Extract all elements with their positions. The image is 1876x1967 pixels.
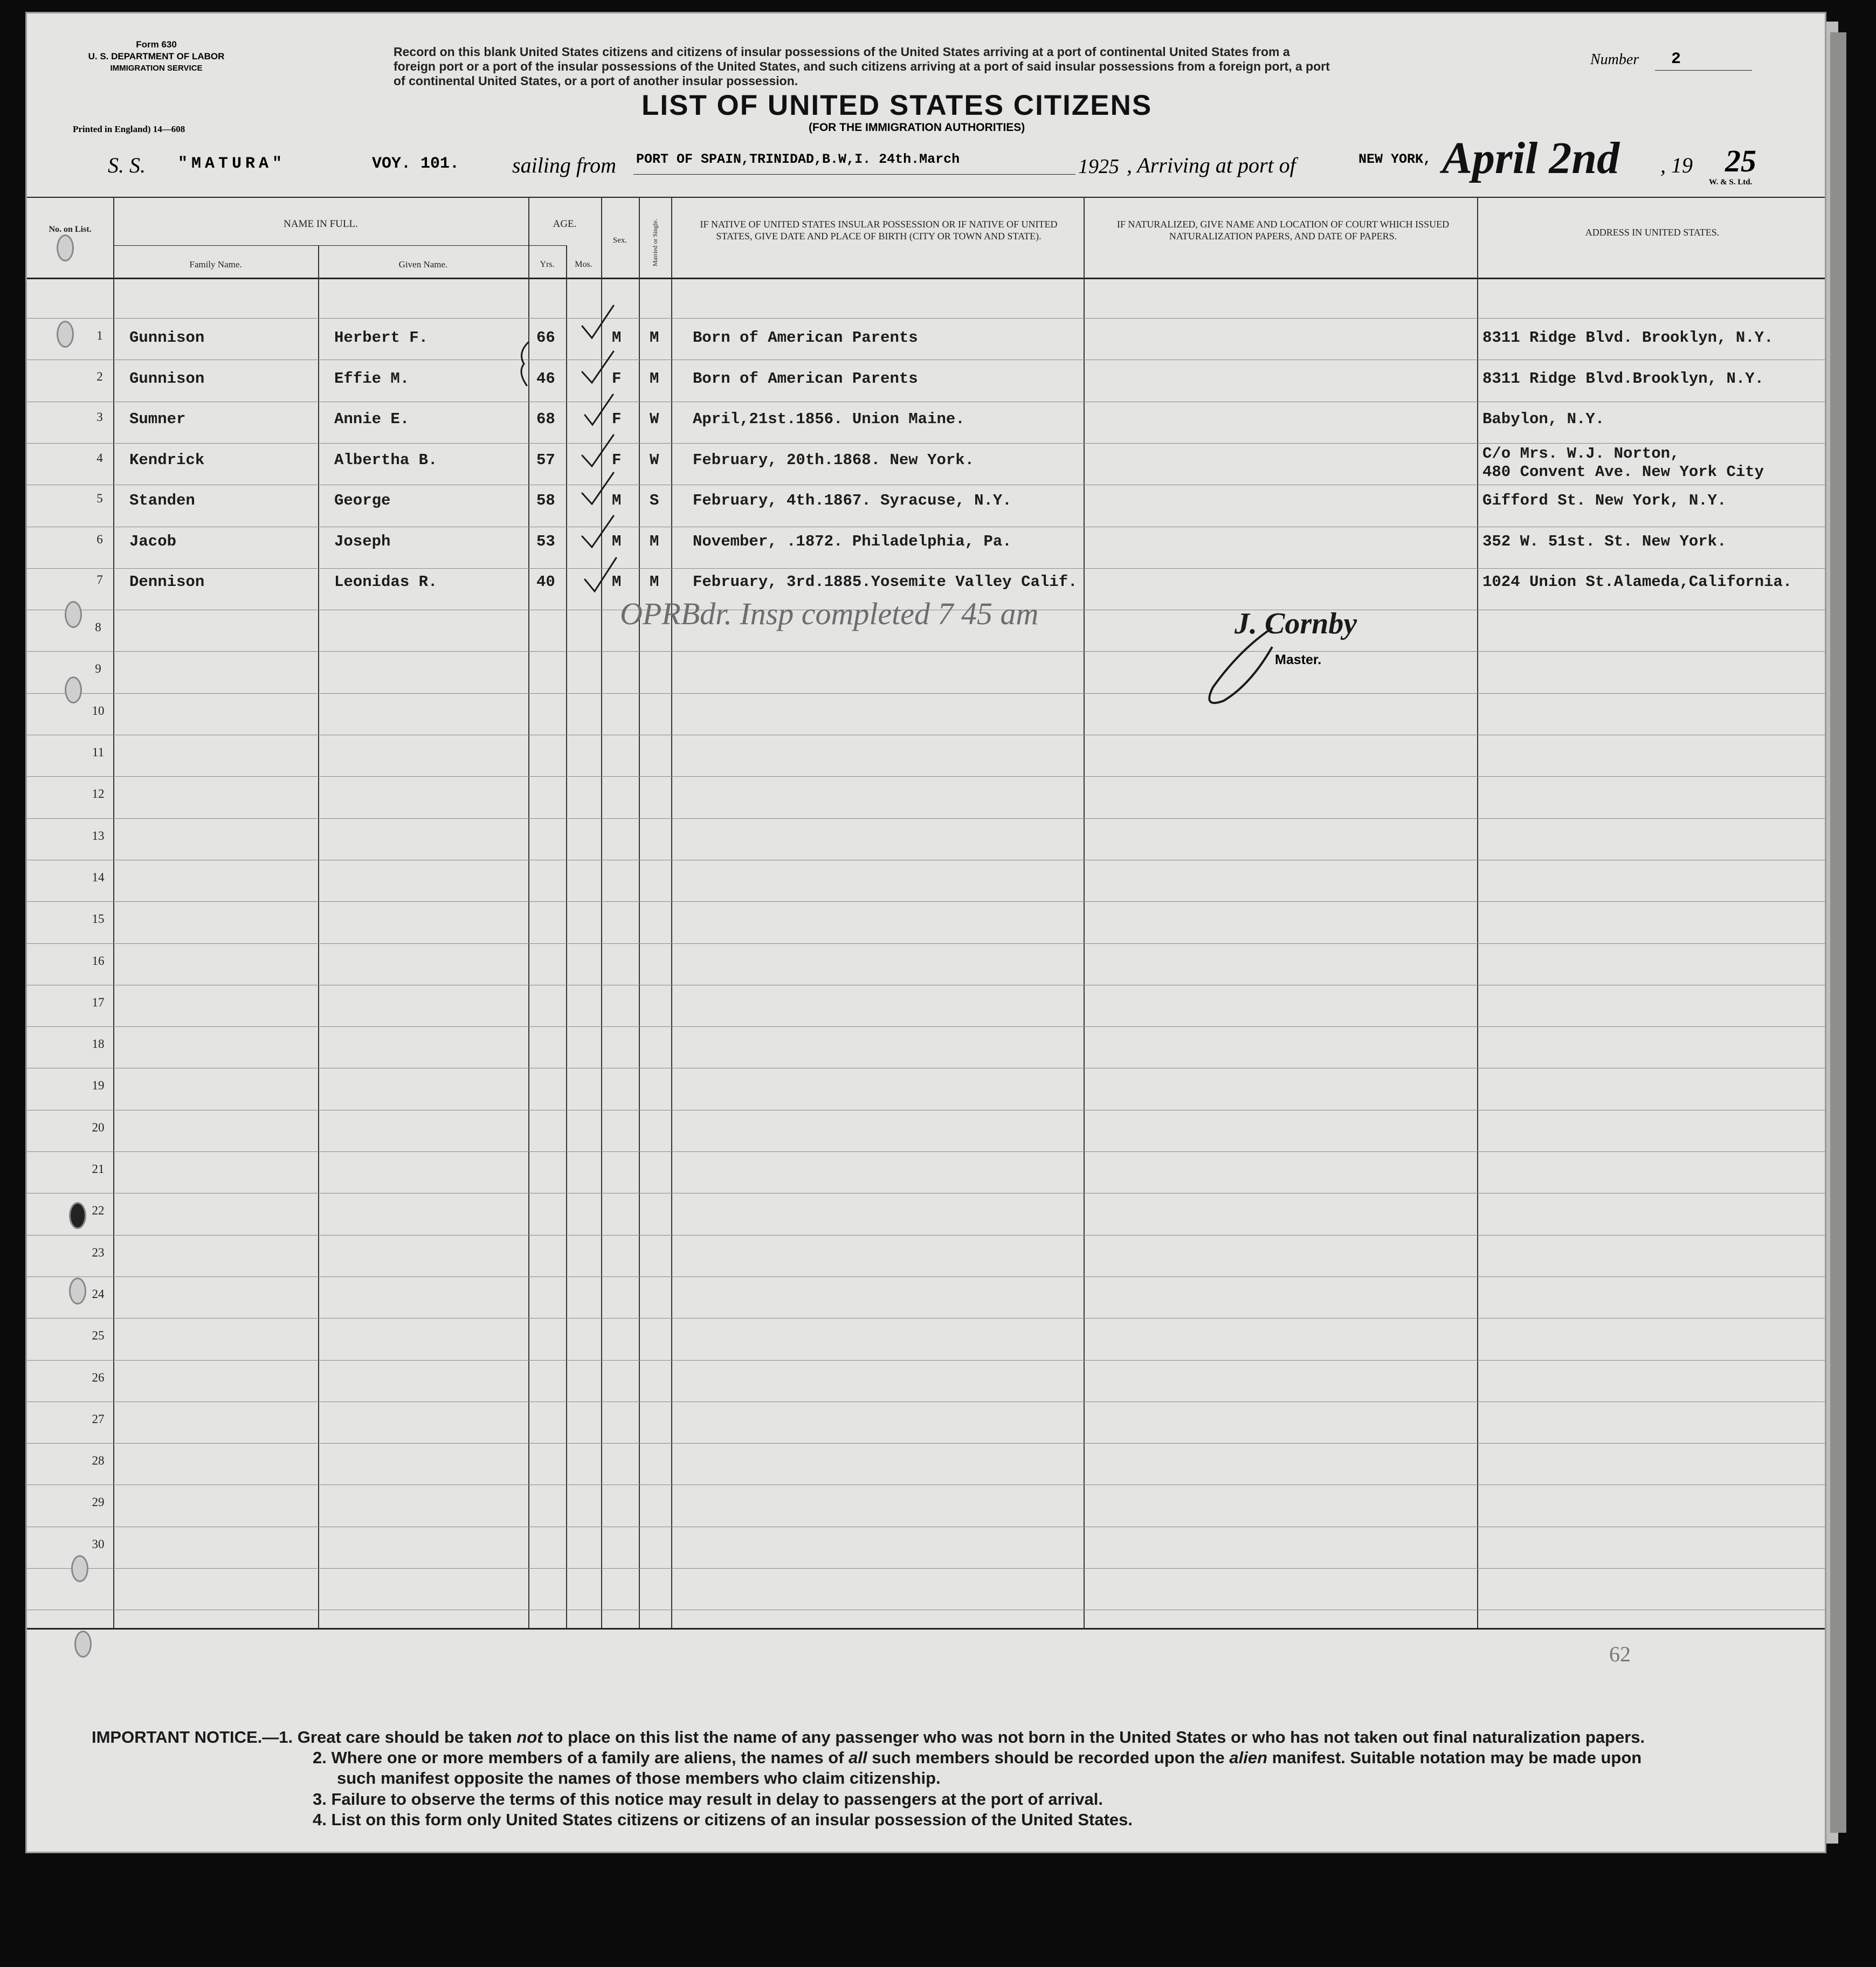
cell-age: 68 bbox=[536, 410, 555, 428]
signature-text: J. Cornby bbox=[1234, 607, 1357, 640]
cell-age: 66 bbox=[536, 329, 555, 347]
cell-ms: M bbox=[650, 573, 659, 591]
row-number: 15 bbox=[92, 912, 105, 926]
row-number: 17 bbox=[92, 996, 105, 1009]
department: U. S. DEPARTMENT OF LABOR bbox=[88, 51, 225, 61]
row-number: 24 bbox=[92, 1287, 105, 1301]
header-yrs: Yrs. bbox=[540, 260, 555, 269]
cell-sex: M bbox=[612, 329, 622, 347]
page-subtitle: (FOR THE IMMIGRATION AUTHORITIES) bbox=[809, 121, 1025, 134]
cell-no: 7 bbox=[96, 573, 103, 586]
cell-given: Leonidas R. bbox=[334, 573, 438, 591]
cell-sex: M bbox=[612, 573, 622, 591]
row-number: 25 bbox=[92, 1329, 105, 1342]
cell-no: 6 bbox=[96, 532, 103, 546]
cell-birth: Born of American Parents bbox=[693, 329, 918, 347]
sailing-from: PORT OF SPAIN,TRINIDAD,B.W,I. 24th.March bbox=[636, 151, 960, 167]
cell-address: 8311 Ridge Blvd.Brooklyn, N.Y. bbox=[1482, 369, 1764, 388]
page-title: LIST OF UNITED STATES CITIZENS bbox=[642, 89, 1153, 121]
form-number: Form 630 bbox=[136, 39, 177, 50]
cell-birth: February, 3rd.1885.Yosemite Valley Calif. bbox=[693, 573, 1078, 591]
row-number: 30 bbox=[92, 1537, 105, 1551]
instructions-line-2: foreign port or a port of the insular possessions of the United States, and such citizens arriving at a port of said insular possessions from a foreign port, a port bbox=[394, 59, 1330, 73]
notice-label: IMPORTANT NOTICE.—1. bbox=[92, 1728, 293, 1747]
binder-hole bbox=[65, 601, 82, 628]
notice-item-2-continued: such manifest opposite the names of those members who claim citizenship. bbox=[337, 1769, 941, 1787]
arrival-date-handwritten: April 2nd bbox=[1442, 133, 1620, 183]
cell-no: 2 bbox=[96, 369, 103, 383]
notice-2a: Where one or more members of a family are aliens, the names of bbox=[331, 1748, 844, 1767]
notice-2d: alien bbox=[1229, 1748, 1268, 1767]
header-no: No. on List. bbox=[49, 225, 92, 234]
cell-no: 4 bbox=[96, 451, 103, 465]
cell-address: Gifford St. New York, N.Y. bbox=[1482, 492, 1727, 509]
row-number: 12 bbox=[92, 787, 105, 800]
cell-no: 1 bbox=[96, 329, 103, 342]
row-number: 20 bbox=[92, 1121, 105, 1134]
header-sex: Sex. bbox=[612, 236, 627, 245]
header-given-name: Given Name. bbox=[398, 259, 448, 270]
cell-given: Herbert F. bbox=[334, 329, 429, 347]
cell-family: Dennison bbox=[129, 573, 205, 591]
row-number: 9 bbox=[95, 662, 101, 675]
row-number: 21 bbox=[92, 1162, 105, 1176]
notice-item-4: 4. List on this form only United States citizens or citizens of an insular possession of the United States. bbox=[313, 1810, 1133, 1829]
header-address: ADDRESS IN UNITED STATES. bbox=[1585, 227, 1720, 238]
cell-sex: F bbox=[612, 451, 622, 469]
cell-family: Gunnison bbox=[129, 329, 205, 347]
ss-label: S. S. bbox=[108, 153, 146, 177]
cell-age: 46 bbox=[536, 369, 555, 388]
row-number: 26 bbox=[92, 1371, 105, 1384]
binder-hole bbox=[65, 677, 82, 703]
row-number: 11 bbox=[92, 746, 105, 759]
row-number: 28 bbox=[92, 1454, 105, 1467]
arrival-year-prefix: , 19 bbox=[1660, 153, 1693, 177]
cell-given: George bbox=[334, 492, 391, 509]
header-married-single: Married or Single. bbox=[651, 218, 659, 267]
cell-family: Jacob bbox=[129, 532, 177, 550]
cell-no: 5 bbox=[96, 492, 103, 505]
ship-name: "MATURA" bbox=[178, 155, 286, 173]
cell-given: Joseph bbox=[334, 532, 391, 550]
binder-hole bbox=[69, 1202, 86, 1229]
cell-given: Effie M. bbox=[334, 369, 410, 388]
cell-address: C/o Mrs. W.J. Norton, bbox=[1482, 444, 1680, 463]
arrival-year-handwritten: 25 bbox=[1725, 143, 1756, 178]
sail-year: 1925 bbox=[1078, 155, 1119, 178]
cell-birth: February, 4th.1867. Syracuse, N.Y. bbox=[693, 492, 1012, 509]
cell-ms: M bbox=[650, 532, 659, 550]
notice-item-3: 3. Failure to observe the terms of this notice may result in delay to passengers at the port of arrival. bbox=[313, 1790, 1103, 1809]
header-native: IF NATIVE OF UNITED STATES INSULAR POSSESSION OR IF NATIVE OF UNITED STATES, GIVE DATE AND PLACE OF BIRTH (CITY OR TOWN AND STATE). bbox=[700, 219, 1058, 241]
row-number: 27 bbox=[92, 1412, 105, 1426]
binder-hole bbox=[74, 1631, 92, 1658]
binder-hole bbox=[57, 321, 74, 348]
printed-note: Printed in England) 14—608 bbox=[73, 124, 185, 134]
page-number: 62 bbox=[1609, 1642, 1631, 1666]
notice-item-1 bbox=[92, 1728, 1645, 1747]
row-number: 29 bbox=[92, 1495, 105, 1509]
cell-address: Babylon, N.Y. bbox=[1482, 410, 1605, 428]
cell-age: 57 bbox=[536, 451, 555, 469]
cell-address-line-2: 480 Convent Ave. New York City bbox=[1482, 463, 1764, 481]
cell-address: 1024 Union St.Alameda,California. bbox=[1482, 573, 1792, 591]
cell-family: Sumner bbox=[129, 410, 186, 428]
notice-2e: manifest. Suitable notation may be made upon bbox=[1272, 1748, 1642, 1767]
notice-2b: all bbox=[849, 1748, 867, 1767]
cell-sex: M bbox=[612, 532, 622, 550]
voyage: VOY. 101. bbox=[372, 155, 460, 173]
row-number: 23 bbox=[92, 1246, 105, 1259]
row-number: 22 bbox=[92, 1204, 105, 1217]
row-number: 10 bbox=[92, 704, 105, 717]
notice-item-2 bbox=[313, 1748, 1642, 1768]
instructions-line-3: of continental United States, or a port of another insular possession. bbox=[394, 74, 798, 88]
cell-sex: M bbox=[612, 492, 622, 509]
cell-ms: W bbox=[650, 451, 659, 469]
cell-no: 3 bbox=[96, 410, 103, 424]
cell-ms: W bbox=[650, 410, 659, 428]
header-family-name: Family Name. bbox=[189, 259, 242, 270]
header-name-in-full: NAME IN FULL. bbox=[284, 218, 358, 230]
binder-hole bbox=[71, 1555, 88, 1582]
row-number: 18 bbox=[92, 1037, 105, 1051]
notice-1c: to place on this list the name of any passenger who was not born in the United States or who has not taken out final naturalization papers. bbox=[547, 1728, 1645, 1747]
cell-ms: S bbox=[650, 492, 659, 509]
instructions-line-1: Record on this blank United States citizens and citizens of insular possessions of the United States arriving at a port of continental United States from a bbox=[394, 45, 1290, 59]
cell-ms: M bbox=[650, 369, 659, 388]
notice-1a: Great care should be taken bbox=[297, 1728, 512, 1747]
cell-given: Annie E. bbox=[334, 410, 410, 428]
notice-1b: not bbox=[516, 1728, 543, 1747]
inspection-note-handwritten: OPRBdr. Insp completed 7 45 am bbox=[620, 596, 1039, 631]
cell-age: 58 bbox=[536, 492, 555, 509]
binder-hole bbox=[57, 234, 74, 261]
notice-2c: such members should be recorded upon the bbox=[872, 1748, 1225, 1767]
master-label: Master. bbox=[1275, 652, 1322, 667]
row-number: 14 bbox=[92, 871, 105, 884]
row-number: 19 bbox=[92, 1079, 105, 1092]
number-value: 2 bbox=[1671, 50, 1681, 68]
cell-sex: F bbox=[612, 410, 622, 428]
cell-family: Gunnison bbox=[129, 369, 205, 388]
header-age: AGE. bbox=[553, 218, 577, 230]
binder-hole bbox=[69, 1278, 86, 1305]
check-marks bbox=[27, 13, 1825, 1631]
cell-birth: Born of American Parents bbox=[693, 369, 918, 388]
sailing-label: sailing from bbox=[512, 153, 616, 177]
manifest-page bbox=[27, 13, 1825, 1852]
header-mos: Mos. bbox=[575, 260, 592, 269]
cell-birth: November, .1872. Philadelphia, Pa. bbox=[693, 532, 1012, 550]
cell-age: 53 bbox=[536, 532, 555, 550]
arrival-port: NEW YORK, bbox=[1358, 151, 1432, 167]
row-number: 16 bbox=[92, 954, 105, 968]
row-number: 13 bbox=[92, 829, 105, 843]
service: IMMIGRATION SERVICE bbox=[110, 64, 203, 73]
cell-given: Albertha B. bbox=[334, 451, 438, 469]
header-naturalized: IF NATURALIZED, GIVE NAME AND LOCATION OF COURT WHICH ISSUED NATURALIZATION PAPERS, AND DATE OF PAPERS. bbox=[1116, 219, 1450, 241]
number-label: Number bbox=[1590, 51, 1639, 68]
cell-birth: February, 20th.1868. New York. bbox=[693, 451, 975, 469]
cell-ms: M bbox=[650, 329, 659, 347]
arriving-label: , Arriving at port of bbox=[1127, 153, 1296, 177]
printer-mark: W. & S. Ltd. bbox=[1709, 178, 1753, 187]
row-number: 8 bbox=[95, 620, 101, 634]
notice-2-number: 2. bbox=[313, 1748, 327, 1767]
cell-address: 8311 Ridge Blvd. Brooklyn, N.Y. bbox=[1482, 329, 1774, 347]
page-edge-shadow bbox=[1830, 32, 1846, 1833]
cell-sex: F bbox=[612, 369, 622, 388]
cell-birth: April,21st.1856. Union Maine. bbox=[693, 410, 965, 428]
cell-address: 352 W. 51st. St. New York. bbox=[1482, 532, 1727, 550]
cell-family: Kendrick bbox=[129, 451, 205, 469]
cell-age: 40 bbox=[536, 573, 555, 591]
cell-family: Standen bbox=[129, 492, 195, 509]
